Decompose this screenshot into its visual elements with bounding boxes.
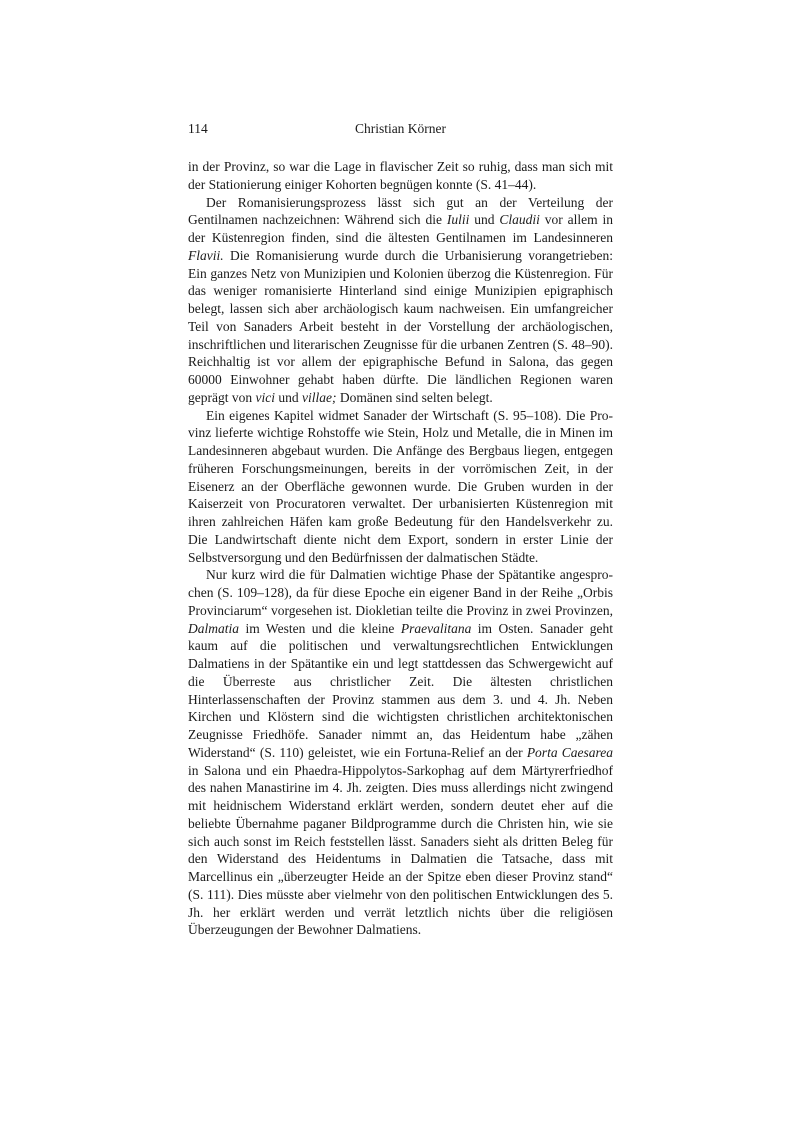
text-run: Ein eigenes Kapitel widmet Sanader der Wirtschaft (S. 95–108). Die Provinz lieferte wichtige Rohstoffe wie Stein, Holz und Metalle, die in Minen im Landesinneren abgebaut wurden. Die Anfänge des Bergbaus liegen, entgegen früheren Forschungsmeinungen, bereits in der vorrömischen Zeit, in der Eisenerz an der Oberfläche gewonnen wurde. Die Gruben wurden in der Kaiserzeit von Procuratoren verwaltet. Der urbanisierten Küstenregion mit ihren zahlreichen Häfen kam große Bedeutung für den Handelsverkehr zu. Die Landwirtschaft diente nicht dem Export, sondern in erster Linie der Selbstversorgung und den Bedürfnissen der dalmatischen Städte. xyxy=(188,407,613,565)
text-run: in der Provinz, so war die Lage in flavischer Zeit so ruhig, dass man sich mit der Stationierung einiger Kohorten begnügen konnte (S. 41–44). xyxy=(188,159,613,192)
text-run: Nur kurz wird die für Dalmatien wichtige Phase der Spätantike angesprochen (S. 109–128), da für diese Epoche ein eigener Band in der Reihe „Orbis Provinciarum“ vorgesehen ist. Diokletian teilte die Provinz in zwei Provinzen, xyxy=(188,567,613,618)
paragraph xyxy=(188,407,613,567)
italic-term: Dalmatia xyxy=(188,620,240,636)
body-text xyxy=(188,158,613,939)
text-run: und xyxy=(274,389,302,405)
text-run: Domänen sind selten belegt. xyxy=(336,389,493,405)
italic-term: Praevalitana xyxy=(400,620,472,636)
text-run: Der Romanisierungsprozess lässt sich gut an der Verteilung der Gentilnamen nachzeichnen: Während sich die xyxy=(188,194,613,228)
text-run: vor allem in der Küstenregion finden, sind die ältesten Gentilnamen im Landesinneren xyxy=(188,212,614,245)
italic-term: Claudii xyxy=(499,212,540,228)
paragraph xyxy=(188,194,613,407)
text-run: im Westen und die kleine xyxy=(239,620,401,636)
text-run: und xyxy=(469,212,500,228)
italic-term: Flavii. xyxy=(188,247,224,263)
page-header xyxy=(188,119,613,139)
paragraph xyxy=(188,158,613,194)
running-head: Christian Körner xyxy=(354,121,447,136)
text-run: im Osten. Sanader geht kaum auf die politischen und verwaltungsrechtlichen Entwicklungen Dalmatiens in der Spätantike ein und legt stattdessen das Schwergewicht auf die Überreste aus christlicher Zeit. Die ältesten christlichen Hinterlassenschaften der Provinz stammen aus dem 3. und 4. Jh. Neben Kirchen und Klöstern sind die wichtigsten christlichen architektonischen Zeugnisse Friedhöfe. Sanader nimmt an, das Heidentum habe „zähen Widerstand“ (S. 110) geleistet, wie ein Fortuna-Relief an der xyxy=(188,620,613,760)
page-number: 114 xyxy=(188,121,208,136)
text-run: Die Romanisierung wurde durch die Urbanisierung vorangetrieben: Ein ganzes Netz von Munizipien und Kolonien überzog die Küstenregion. Für das weniger romanisierte Hinterland sind einige Munizipien epigraphisch belegt, lassen sich aber archäologisch kaum nachweisen. Ein umfangreicher Teil von Sanaders Arbeit besteht in der Vorstellung der archäologischen, inschriftlichen und literarischen Zeugnisse für die urbanen Zentren (S. 48–90). Reichhaltig ist vor allem der epigraphische Befund in Salona, das gegen 60000 Einwohner gehabt haben dürfte. Die ländlichen Regionen waren geprägt von xyxy=(188,247,613,405)
paragraph xyxy=(188,566,613,939)
italic-term: villae; xyxy=(301,389,337,405)
italic-term: Porta Caesarea xyxy=(526,744,613,760)
text-run: in Salona und ein Phaedra-Hippolytos-Sarkophag auf dem Märtyrerfriedhof des nahen Manastirine im 4. Jh. zeigten. Dies muss allerdings nicht zwingend mit heidnischem Widerstand erklärt werden, sondern deutet eher auf die beliebte Übernahme paganer Bildprogramme durch die Christen hin, wie sie sich auch sonst im Reich feststellen lässt. Sanaders sieht als dritten Beleg für den Widerstand des Heidentums in Dalmatien die Tatsache, dass mit Marcellinus ein „überzeugter Heide an der Spitze eben dieser Provinz stand“ (S. 111). Dies müsste aber vielmehr von den politischen Entwicklungen des 5. Jh. her erklärt werden und verrät letztlich nichts über die religiösen Überzeugungen der Bewohner Dalmatiens. xyxy=(188,762,613,938)
italic-term: vici xyxy=(255,389,275,405)
italic-term: Iulii xyxy=(446,212,470,228)
